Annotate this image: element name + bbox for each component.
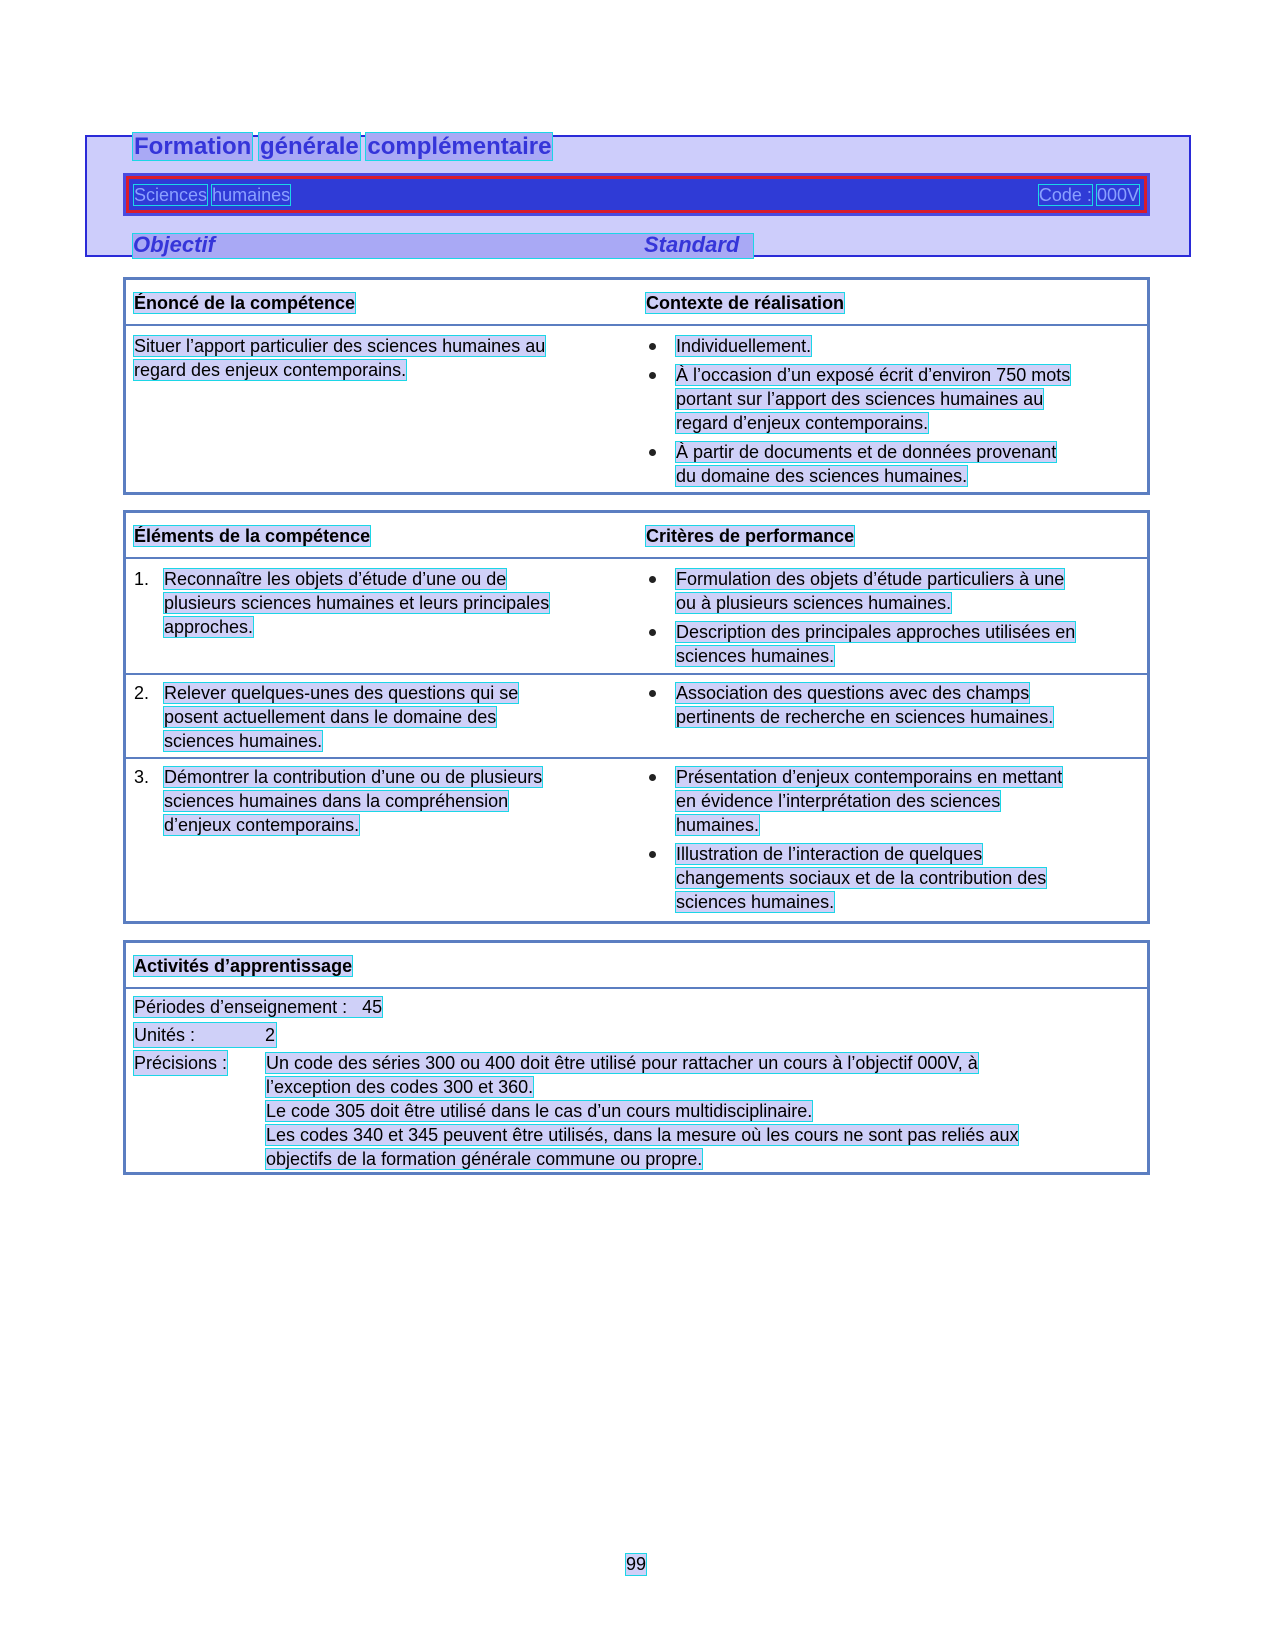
page-number: 99 [626, 1554, 647, 1574]
bullet-icon [649, 774, 656, 781]
text-line: Formulation des objets d’étude particuliers à une [676, 569, 1065, 589]
unites-line [134, 1023, 1134, 1051]
list-item [646, 567, 1136, 615]
enonce-header: Énoncé de la compétence [134, 293, 356, 313]
subject-word: Sciences [134, 185, 208, 205]
list-item [646, 681, 1136, 729]
elements-header: Éléments de la compétence [134, 526, 371, 546]
enonce-header-row [126, 280, 1147, 324]
activites-details [134, 995, 1134, 1171]
text-line: Situer l’apport particulier des sciences humaines au [134, 336, 546, 356]
text-line: Description des principales approches utilisées en [676, 622, 1076, 642]
precisions-block [134, 1051, 1134, 1171]
text-line: regard d’enjeux contemporains. [676, 413, 929, 433]
text-line: en évidence l’interprétation des sciences [676, 791, 1001, 811]
list-item [646, 620, 1136, 668]
list-item [646, 842, 1136, 914]
text-line: Relever quelques-unes des questions qui se [164, 683, 519, 703]
text-line: Présentation d’enjeux contemporains en mettant [676, 767, 1063, 787]
activites-body-row [126, 987, 1147, 1172]
activites-header-row [126, 943, 1147, 987]
subject-bar-inner [126, 176, 1147, 213]
text-line: Un code des séries 300 ou 400 doit être utilisé pour rattacher un cours à l’objectif 000V, à [266, 1053, 978, 1073]
unites-value: 2 [265, 1025, 276, 1045]
enonce-text [134, 334, 614, 382]
list-item [646, 363, 1136, 435]
subject-code [1039, 185, 1139, 206]
list-item [646, 334, 1136, 358]
text-line: pertinents de recherche en sciences humaines. [676, 707, 1054, 727]
contexte-header: Contexte de réalisation [646, 293, 845, 313]
list-item [646, 440, 1136, 488]
text-line: À l’occasion d’un exposé écrit d’environ 750 mots [676, 365, 1071, 385]
text-line: Les codes 340 et 345 peuvent être utilisés, dans la mesure où les cours ne sont pas reliés aux [266, 1125, 1019, 1145]
periodes-value: 45 [362, 997, 383, 1017]
text-line: Individuellement. [676, 336, 812, 356]
criteria-list [646, 567, 1136, 668]
element-text [134, 681, 614, 753]
title-word: complémentaire [367, 133, 552, 160]
subject-name [134, 185, 290, 206]
precisions-label: Précisions : [134, 1053, 228, 1073]
element-row [126, 673, 1147, 757]
element-text [134, 567, 614, 639]
unites-label-wrap [134, 1023, 276, 1047]
activites-header: Activités d’apprentissage [134, 956, 353, 976]
objectif-heading: Objectif [133, 232, 215, 257]
text-line: Association des questions avec des champs [676, 683, 1030, 703]
subject-bar [123, 173, 1150, 216]
code-value: 000V [1096, 185, 1139, 205]
text-line: changements sociaux et de la contribution des [676, 868, 1047, 888]
text-line: sciences humaines. [164, 731, 323, 751]
text-line: sciences humaines dans la compréhension [164, 791, 509, 811]
bullet-icon [649, 449, 656, 456]
periodes-line [134, 995, 1134, 1023]
element-number: 2. [134, 683, 150, 703]
enonce-body-row [126, 324, 1147, 492]
criteria-list [646, 681, 1136, 729]
text-line: approches. [164, 617, 254, 637]
text-line: portant sur l’apport des sciences humaines au [676, 389, 1044, 409]
element-row [126, 757, 1147, 919]
element-number: 3. [134, 767, 150, 787]
standard-heading: Standard [644, 232, 740, 257]
code-label: Code : [1038, 185, 1092, 205]
unites-label: Unités : [134, 1025, 196, 1045]
title-word: générale [260, 133, 359, 160]
bullet-icon [649, 343, 656, 350]
text-line: d’enjeux contemporains. [164, 815, 360, 835]
text-line: Illustration de l’interaction de quelques [676, 844, 983, 864]
text-line: humaines. [676, 815, 760, 835]
periodes-label: Périodes d’enseignement : 45 [134, 997, 383, 1017]
precisions-text [134, 1051, 1134, 1171]
text-line: du domaine des sciences humaines. [676, 466, 968, 486]
subject-word: humaines [212, 185, 291, 205]
text-line: plusieurs sciences humaines et leurs principales [164, 593, 550, 613]
activites-box [123, 940, 1150, 1175]
enonce-box [123, 277, 1150, 495]
text-line: À partir de documents et de données provenant [676, 442, 1057, 462]
elements-box [123, 510, 1150, 924]
element-number: 1. [134, 569, 150, 589]
element-text [134, 765, 614, 837]
bullet-icon [649, 690, 656, 697]
contexte-list [646, 334, 1136, 488]
element-row [126, 557, 1147, 673]
bullet-icon [649, 629, 656, 636]
text-line: l’exception des codes 300 et 360. [266, 1077, 534, 1097]
list-item [646, 765, 1136, 837]
bullet-icon [649, 851, 656, 858]
text-line: regard des enjeux contemporains. [134, 360, 407, 380]
page-title [133, 133, 552, 161]
text-line: ou à plusieurs sciences humaines. [676, 593, 952, 613]
text-line: Reconnaître les objets d’étude d’une ou de [164, 569, 507, 589]
text-line: Le code 305 doit être utilisé dans le cas d’un cours multidisciplinaire. [266, 1101, 813, 1121]
title-word: Formation [134, 133, 252, 160]
criteres-header: Critères de performance [646, 526, 855, 546]
text-line: sciences humaines. [676, 646, 835, 666]
criteria-list [646, 765, 1136, 914]
bullet-icon [649, 576, 656, 583]
bullet-icon [649, 372, 656, 379]
text-line: sciences humaines. [676, 892, 835, 912]
text-line: objectifs de la formation générale commune ou propre. [266, 1149, 703, 1169]
elements-header-row [126, 513, 1147, 557]
text-line: Démontrer la contribution d’une ou de plusieurs [164, 767, 543, 787]
text-line: posent actuellement dans le domaine des [164, 707, 497, 727]
